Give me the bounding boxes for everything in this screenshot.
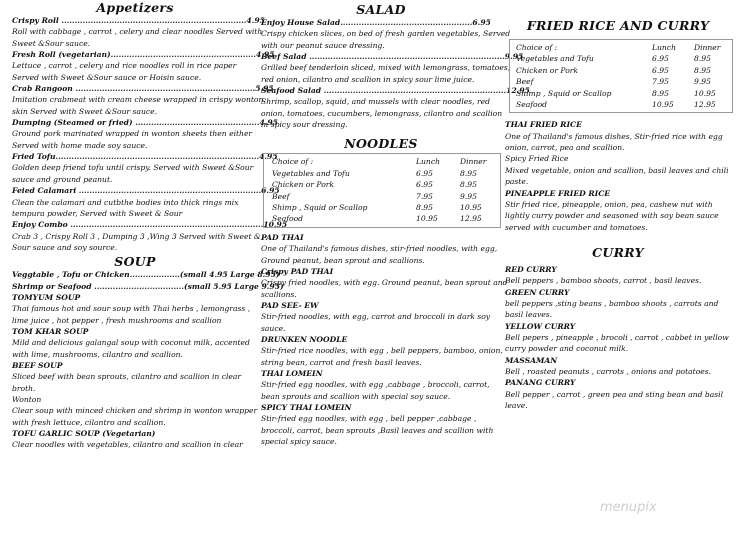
menu-item-title: TOFU GARLIC SOUP (Vegetarian): [12, 429, 156, 439]
menu-item-description: Crab 3 , Crispy Roll 3 , Dumping 3 ,Wing 3 Served with Sweet &: [12, 231, 261, 241]
menu-item-title: Veggtable , Tofu or Chicken...................(small 4.95 Large 8.95): [12, 270, 280, 280]
menu-item-description: Mixed vegetable, onion and scallion, basil leaves and chili: [505, 165, 729, 175]
menu-item-description: Grilled beef tenderloin sliced, mixed with lemongrass, tomatoes,: [261, 63, 511, 73]
price-table-row: [512, 99, 730, 110]
lunch-price: 7.95: [416, 191, 433, 201]
menu-item-description: Clean the calamari and cutbthe bodies into thick rings mix: [12, 197, 239, 207]
noodles-list: [261, 232, 508, 448]
menu-item-description: bell peppers ,sting beans , bamboo shoots , carrots and: [505, 298, 719, 308]
lunch-price: 6.95: [416, 168, 433, 178]
menu-item-description: Served with Sweet &Sour sauce or Hoisin sauce.: [12, 72, 202, 82]
fried-rice-list: [505, 119, 731, 232]
dinner-price: Dinner: [460, 157, 487, 167]
menu-item-title: PANANG CURRY: [505, 378, 576, 388]
lunch-price: 10.95: [652, 100, 674, 110]
choice-label: Chicken or Pork: [272, 180, 335, 190]
menu-item-description: Bell , roasted peanuts , carrots , onions and potatoes.: [505, 366, 712, 376]
menu-item-description: Bell pepper , carrot , green pea and sting bean and basil: [505, 389, 724, 399]
dinner-price: 9.95: [460, 191, 477, 201]
right-column: [505, 0, 731, 411]
menu-item-description: skin Served with Sweet &Sour sauce.: [12, 106, 158, 116]
price-table-row: [266, 202, 498, 213]
menu-item-description: Ground peanut, bean sprout and scallions.: [261, 255, 425, 265]
price-table-row: [266, 191, 498, 202]
menu-item-title: RED CURRY: [505, 264, 557, 274]
menu-item-description: Stir-fried noodles, with egg, carrot and broccoli in dark soy: [261, 312, 491, 322]
lunch-price: 8.95: [652, 88, 669, 98]
dinner-price: 12.95: [694, 100, 716, 110]
menu-item-description: Roll with cabbage , carrot , celery and clear noodles Served with: [12, 27, 263, 37]
menu-item-title: TOMYUM SOUP: [12, 292, 81, 302]
menu-item-description: One of Thailand's famous dishes, stir-fried noodles, with egg,: [261, 244, 498, 254]
menu-item-description: Stir-fried rice noodles, with egg , bell peppers, bamboo, onion,: [261, 346, 503, 356]
menu-item-description: Sour sauce and soy source.: [12, 242, 118, 252]
price-table-header: [266, 156, 498, 167]
choice-label: Beef: [272, 191, 290, 201]
menu-item-description: paste.: [505, 177, 529, 187]
curry-list: [505, 264, 731, 411]
menu-item-description: Sweet &Sour sauce.: [12, 38, 91, 48]
menu-item-description: sauce and ground peanut.: [12, 174, 113, 184]
noodles-price-table: [263, 153, 501, 227]
menu-item-title: GREEN CURRY: [505, 287, 570, 297]
price-table-row: [512, 53, 730, 64]
menu-item-description: broth.: [12, 383, 36, 393]
menu-item-description: One of Thailand's famous dishes, Stir-fried rice with egg: [505, 131, 723, 141]
menu-item-description: Golden deep friend tofu until crispy. Served with Sweet &Sour: [12, 163, 254, 173]
menu-item-title: Fried Tofu.............................................................................4.95: [12, 152, 278, 162]
menu-item-title: Crispy PAD THAI: [261, 266, 334, 276]
menu-item-description: Sliced beef with bean sprouts, cilantro and scallion in clear: [12, 372, 242, 382]
menu-item-title: Seafood Salad .....................................................................12.95: [261, 86, 530, 96]
menu-item-description: tempura powder, Served with Sweet & Sour: [12, 208, 183, 218]
menu-item-description: Clear noodles with vegetables, cilantro and scallion in clear: [12, 440, 243, 450]
menu-item-title: Crispy Roll ......................................................................4.95: [12, 16, 265, 25]
menu-item-description: onion, tomatoes, cucumbers, lemongrass, cilantro and scallion: [261, 108, 503, 118]
noodles-heading: NOODLES: [344, 136, 418, 152]
lunch-price: 6.95: [652, 54, 669, 64]
menu-item-description: Stir fried rice, pineapple, onion, pea, cashew nut with: [505, 199, 713, 209]
menu-item-title: PINEAPPLE FRIED RICE: [505, 188, 611, 198]
menu-item-title: Dumping (Steamed or fried) ...............................................4.95: [12, 118, 278, 128]
menu-item-description: Ground pork marinated wrapped in wonton sheets then either: [12, 129, 253, 139]
choice-label: Seafood: [272, 214, 304, 224]
menu-item-title: YELLOW CURRY: [505, 321, 576, 331]
choice-label: Seafood: [516, 100, 548, 110]
menu-item-title: Crab Rangoon ....................................................................5.95: [12, 84, 274, 94]
fried-rice-heading: FRIED RICE AND CURRY: [526, 18, 710, 33]
lunch-price: 7.95: [652, 77, 669, 87]
menu-item-description: Served with home made soy sauce.: [12, 140, 148, 150]
lunch-price: 8.95: [416, 203, 433, 213]
menu-item-description: served with cucumber and tomatoes.: [505, 222, 648, 232]
menu-item-description: Wonton: [12, 395, 42, 404]
menu-item-description: Crispy fried noodles, with egg. Ground peanut, bean sprout and: [261, 278, 508, 288]
menu-item-description: Thai famous hot and sour soup with Thai herbs , lemongrass ,: [12, 304, 251, 314]
soup-heading: SOUP: [114, 254, 156, 270]
choice-label: Vegetables and Tofu: [516, 54, 594, 64]
choice-label: Beef: [516, 77, 534, 87]
menu-item-description: lightly curry powder and seasoned with soy bean sauce: [505, 211, 719, 221]
menu-item-title: THAI LOMEIN: [261, 369, 323, 378]
dinner-price: 8.95: [694, 65, 711, 75]
menu-item-description: special spicy sauce.: [261, 437, 337, 447]
menu-item-description: bean sprouts and scallion with special soy sauce.: [261, 391, 451, 401]
menu-item-description: Bell peppers , bamboo shoots, carrot , basil leaves.: [505, 276, 702, 286]
menu-item-description: sauce.: [261, 323, 286, 333]
salad-heading: SALAD: [356, 2, 406, 17]
dinner-price: 8.95: [460, 168, 477, 178]
menu-item-description: Bell pepers , pineapple , brocoli , carrot , cabbet in yellow: [505, 332, 729, 342]
dinner-price: Dinner: [694, 43, 721, 52]
price-table-row: [266, 168, 498, 179]
appetizers-heading: Appetizers: [96, 0, 174, 15]
menu-item-description: red onion, cilantro and scallion in spicy sour lime juice.: [261, 74, 475, 84]
menu-item-description: lime juice , hot pepper , fresh mushrooms and scallion: [12, 315, 222, 325]
curry-heading: CURRY: [592, 244, 644, 260]
watermark-text: menupix: [600, 500, 657, 515]
dinner-price: 8.95: [694, 54, 711, 64]
choice-label: Shimp , Squid or Scallop: [272, 203, 368, 213]
menu-item-description: string bean, carrot and fresh basil leaves.: [261, 357, 422, 367]
menu-item-description: Stir-fried egg noodles, with egg ,cabbage , broccoli, carrot,: [261, 380, 490, 390]
menu-item-title: Beef Salad ..........................................................................9.95: [261, 52, 524, 62]
menu-item-description: Clear soup with minced chicken and shrimp in wonton wrapper: [12, 406, 258, 416]
dinner-price: 10.95: [460, 203, 482, 213]
menu-item-description: Lettuce , carrot , celery and rice noodles roll in rice paper: [12, 61, 237, 71]
dinner-price: 12.95: [460, 214, 482, 224]
choice-label: Shimp , Squid or Scallop: [516, 88, 612, 98]
lunch-price: Lunch: [652, 43, 676, 52]
price-table-row: [512, 88, 730, 99]
menu-item-description: broccoli, carrot, bean sprouts ,Basil leaves and scallion with: [261, 425, 494, 435]
menu-item-title: Shrimp or Seafood ..................................(small 5.95 Large 9.95): [12, 281, 284, 291]
menu-item-title: MASSAMAN: [505, 355, 558, 365]
lunch-price: 6.95: [416, 180, 433, 190]
lunch-price: Lunch: [416, 157, 440, 167]
menu-item-title: TOM KHAR SOUP: [12, 326, 89, 336]
menu-item-title: PAD SEE- EW: [261, 300, 319, 310]
dinner-price: 10.95: [694, 88, 716, 98]
menu-item-description: Imitation crabmeat with cream cheese wrapped in crispy wonton: [12, 95, 264, 105]
salad-list: [261, 17, 530, 130]
price-table-row: [512, 65, 730, 76]
lunch-price: 6.95: [652, 65, 669, 75]
dinner-price: 9.95: [694, 77, 711, 87]
choice-label: Choice of :: [272, 157, 314, 167]
lunch-price: 10.95: [416, 214, 438, 224]
dinner-price: 8.95: [460, 180, 477, 190]
menu-item-title: Feied Calamari .....................................................................6.95: [12, 186, 280, 196]
price-table-row: [512, 76, 730, 87]
menu-item-title: Fresh Roll (vegetarian).......................................................4.95: [12, 50, 275, 60]
price-table-row: [266, 213, 498, 224]
choice-label: Choice of :: [516, 43, 558, 52]
menu-item-description: with fresh lettuce, cilantro and scallion.: [12, 417, 166, 427]
menu-item-description: Spicy Fried Rice: [505, 154, 569, 164]
price-table-header: [512, 42, 730, 53]
menu-item-description: with lime, mushrooms, cilantro and scallion.: [12, 349, 183, 359]
menu-item-description: basil leaves.: [505, 310, 553, 320]
menu-item-description: Shrimp, scallop, squid, and mussels with clear noodles, red: [261, 97, 490, 107]
menu-item-description: in spicy sour dressing.: [261, 120, 348, 130]
price-table-row: [266, 179, 498, 190]
menu-item-title: THAI FRIED RICE: [505, 120, 582, 130]
menu-item-title: PAD THAI: [261, 232, 304, 242]
menu-item-title: SPICY THAI LOMEIN: [261, 403, 352, 413]
menu-item-description: scallions.: [261, 289, 297, 299]
menu-item-description: leave.: [505, 401, 528, 410]
menu-item-title: Enjoy House Salad..................................................6.95: [261, 18, 491, 27]
menu-item-description: Mild and delicious galangal soup with coconut milk, accented: [12, 338, 250, 348]
fried-rice-price-table: [509, 39, 733, 113]
choice-label: Vegetables and Tofu: [272, 168, 350, 178]
menu-item-title: BEEF SOUP: [12, 360, 63, 370]
menu-item-title: DRUNKEN NOODLE: [261, 334, 348, 344]
menu-item-title: Enjoy Combo .........................................................................10.95: [12, 220, 288, 230]
choice-label: Chicken or Pork: [516, 65, 579, 75]
menu-item-description: onion, carrot, pea and scallion.: [505, 143, 625, 153]
menu-item-description: curry powder and coconut milk.: [505, 344, 629, 354]
menu-item-description: Crispy chicken slices, on bed of fresh garden vegetables, Served: [261, 29, 511, 39]
menu-item-description: Stir-fried egg noodles, with egg , bell pepper ,cabbage ,: [261, 414, 477, 424]
menu-item-description: with our peanut sauce dressing.: [261, 40, 385, 50]
